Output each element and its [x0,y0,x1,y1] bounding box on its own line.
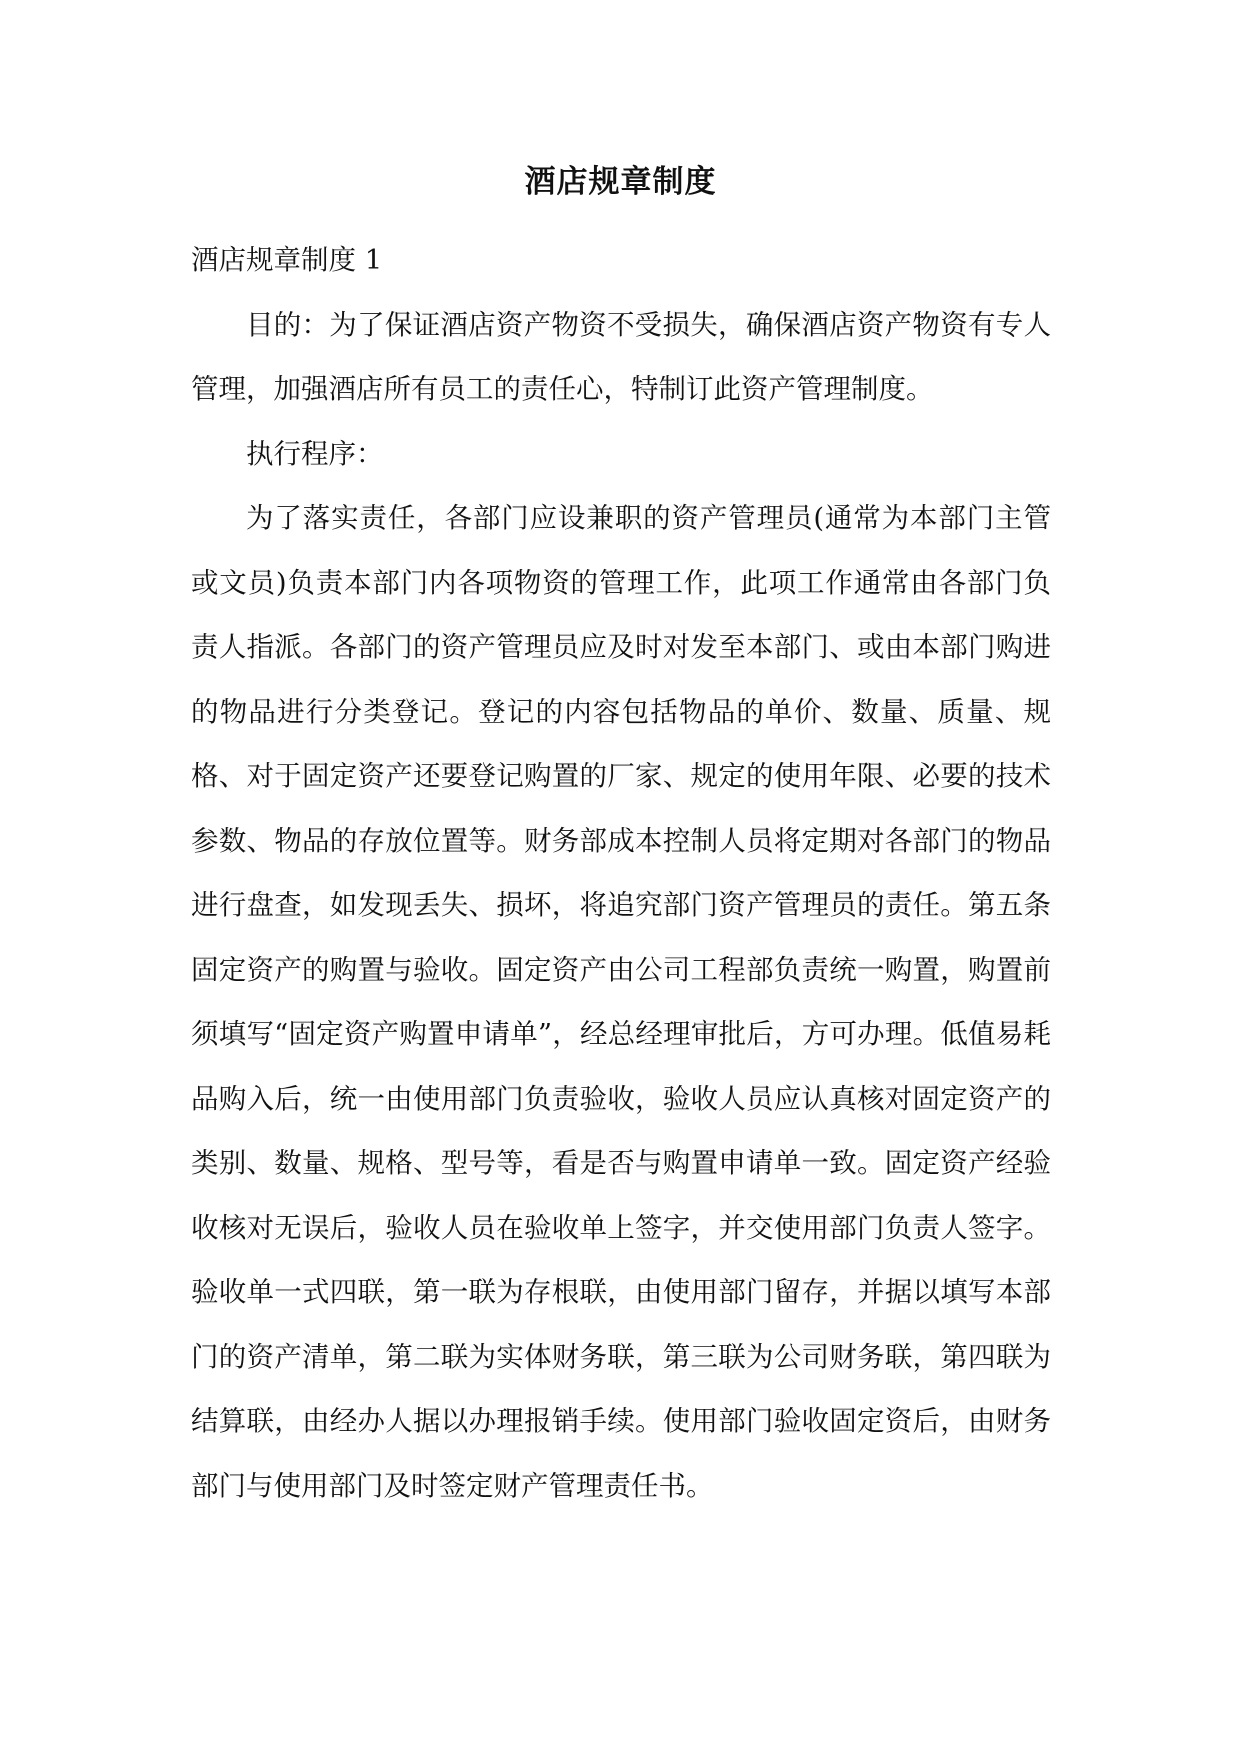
purpose-paragraph: 目的：为了保证酒店资产物资不受损失，确保酒店资产物资有专人管理，加强酒店所有员工的责任心，特制订此资产管理制度。 [191,308,1051,405]
procedure-heading: 执行程序： [246,437,384,470]
document-body [191,228,1051,1518]
procedure-paragraph: 为了落实责任，各部门应设兼职的资产管理员(通常为本部门主管或文员)负责本部门内各项物资的管理工作，此项工作通常由各部门负责人指派。各部门的资产管理员应及时对发至本部门、或由本部门购进的物品进行分类登记。登记的内容包括物品的单价、数量、质量、规格、对于固定资产还要登记购置的厂家、规定的使用年限、必要的技术参数、物品的存放位置等。财务部成本控制人员将定期对各部门的物品进行盘查，如发现丢失、损坏，将追究部门资产管理员的责任。第五条固定资产的购置与验收。固定资产由公司工程部负责统一购置，购置前须填写“固定资产购置申请单”，经总经理审批后，方可办理。低值易耗品购入后，统一由使用部门负责验收，验收人员应认真核对固定资产的类别、数量、规格、型号等，看是否与购置申请单一致。固定资产经验收核对无误后，验收人员在验收单上签字，并交使用部门负责人签字。验收单一式四联，第一联为存根联，由使用部门留存，并据以填写本部门的资产清单，第二联为实体财务联，第三联为公司财务联，第四联为结算联，由经办人据以办理报销手续。使用部门验收固定资后，由财务部门与使用部门及时签定财产管理责任书。 [191,502,1051,1502]
section-heading: 酒店规章制度 1 [191,244,383,276]
document-title: 酒店规章制度 [524,164,717,200]
